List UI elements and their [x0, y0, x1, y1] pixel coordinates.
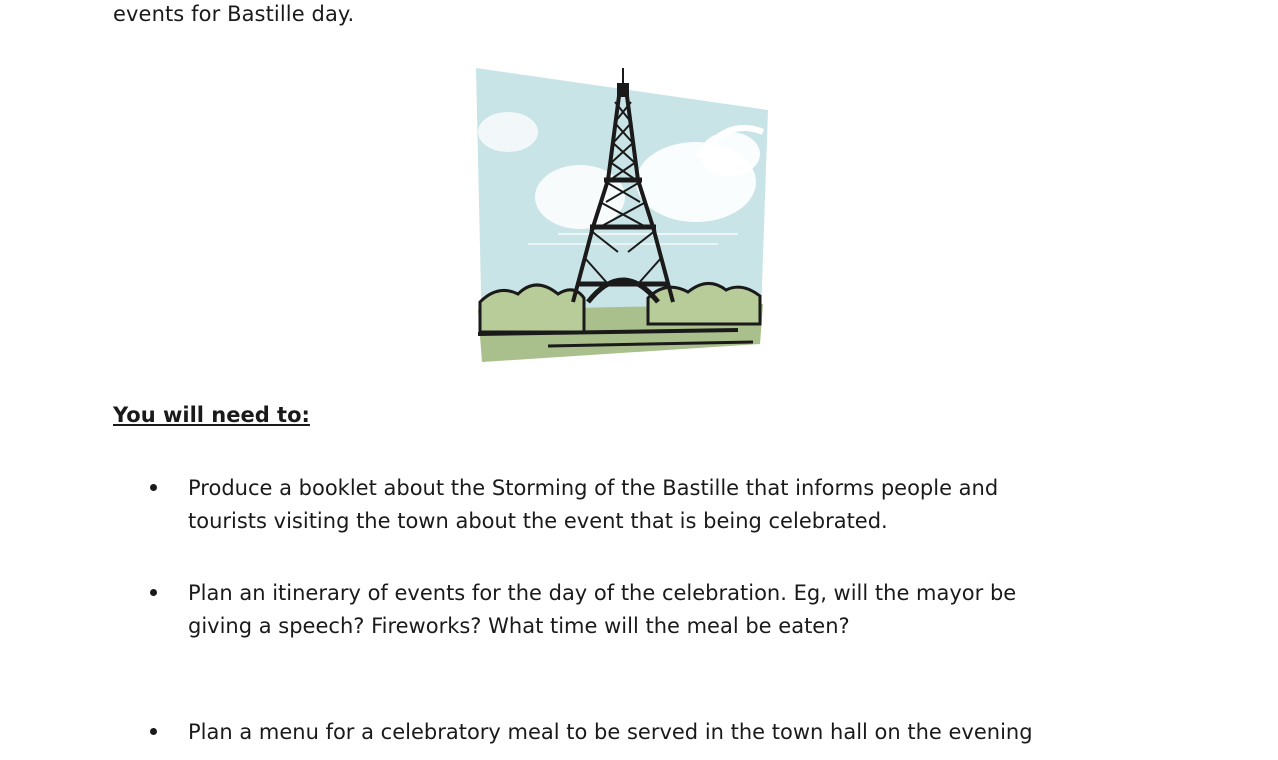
eiffel-tower-icon [468, 62, 768, 367]
intro-text: events for Bastille day. [113, 2, 355, 26]
task-text: Produce a booklet about the Storming of the Bastille that informs people and tourists visiting the town about the event that is being celebrated. [188, 476, 999, 533]
section-heading: You will need to: [113, 403, 310, 427]
bullet-icon [150, 728, 157, 735]
eiffel-tower-illustration [468, 62, 768, 367]
task-text: Plan an itinerary of events for the day of the celebration. Eg, will the mayor be giving a speech? Fireworks? What time will the meal be eaten? [188, 581, 1017, 638]
bullet-icon [150, 484, 157, 491]
task-text: Plan a menu for a celebratory meal to be served in the town hall on the evening [188, 720, 1033, 744]
bullet-icon [150, 589, 157, 596]
